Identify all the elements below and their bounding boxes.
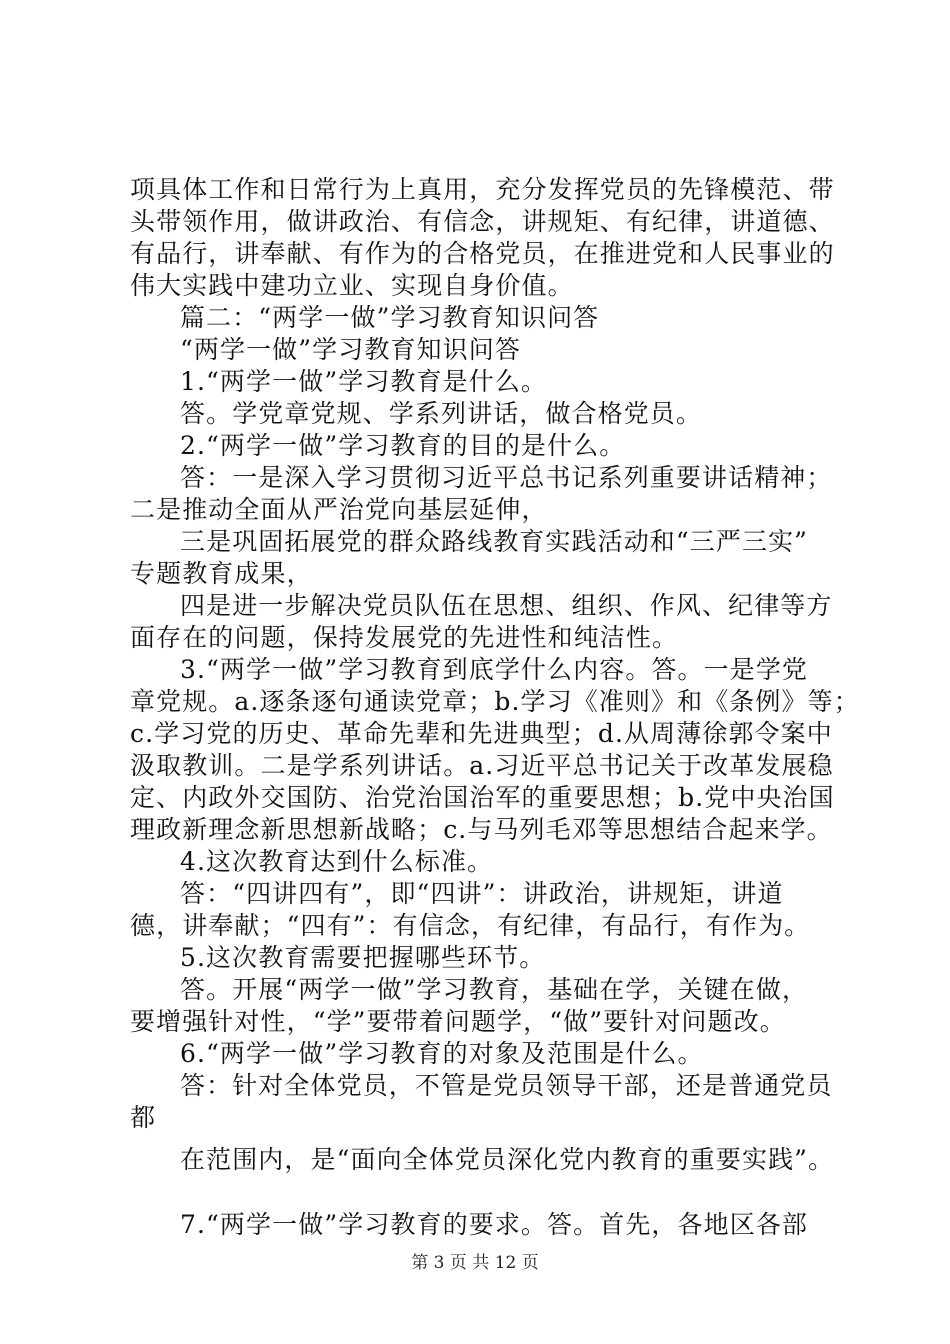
text-line: 理政新理念新思想新战略；c.与马列毛邓等思想结合起来学。 <box>130 815 833 844</box>
text-line: 有品行，讲奉献、有作为的合格党员，在推进党和人民事业的 <box>130 239 835 268</box>
text-line: 四是进一步解决党员队伍在思想、组织、作风、纪律等方 <box>180 591 833 620</box>
text-line: 二是推动全面从严治党向基层延伸， <box>130 495 548 524</box>
answer-5: 答。开展“两学一做”学习教育，基础在学，关键在做， <box>180 975 809 1004</box>
text-line: 三是巩固拓展党的群众路线教育实践活动和“三严三实” <box>180 527 809 556</box>
text-line: 汲取教训。二是学系列讲话。a.习近平总书记关于改革发展稳 <box>130 751 834 780</box>
text-line: 头带领作用，做讲政治、有信念，讲规矩、有纪律，讲道德、 <box>130 207 835 236</box>
answer-2: 答：一是深入学习贯彻习近平总书记系列重要讲话精神； <box>180 463 833 492</box>
section-heading: 篇二：“两学一做”学习教育知识问答 <box>180 303 600 332</box>
section-subheading: “两学一做”学习教育知识问答 <box>180 335 521 364</box>
text-line: 面存在的问题，保持发展党的先进性和纯洁性。 <box>130 623 679 652</box>
text-line: 伟大实践中建功立业、实现自身价值。 <box>130 271 574 300</box>
answer-4: 答：“四讲四有”，即“四讲”：讲政治，讲规矩，讲道 <box>180 879 784 908</box>
text-line: 专题教育成果， <box>130 559 313 588</box>
question-1: 1.“两学一做”学习教育是什么。 <box>180 367 548 396</box>
answer-6: 答：针对全体党员，不管是党员领导干部，还是普通党员 <box>180 1071 833 1100</box>
page-footer: 第 3 页 共 12 页 <box>411 1253 539 1273</box>
question-5: 5.这次教育需要把握哪些环节。 <box>180 943 546 972</box>
question-2: 2.“两学一做”学习教育的目的是什么。 <box>180 431 626 460</box>
text-line: c.学习党的历史、革命先辈和先进典型；d.从周薄徐郭令案中 <box>130 719 833 748</box>
question-7: 7.“两学一做”学习教育的要求。答。首先，各地区各部 <box>180 1210 809 1239</box>
text-line: 定、内政外交国防、治党治国治军的重要思想；b.党中央治国 <box>130 783 835 812</box>
question-4: 4.这次教育达到什么标准。 <box>180 847 494 876</box>
text-line: 要增强针对性，“学”要带着问题学，“做”要针对问题改。 <box>130 1007 786 1036</box>
text-line: 章党规。a.逐条逐句通读党章；b.学习《准则》和《条例》等； <box>130 687 860 716</box>
question-3: 3.“两学一做”学习教育到底学什么内容。答。一是学党 <box>180 655 809 684</box>
text-line: 项具体工作和日常行为上真用，充分发挥党员的先锋模范、带 <box>130 175 835 204</box>
answer-1: 答。学党章党规、学系列讲话，做合格党员。 <box>180 399 703 428</box>
text-line: 德，讲奉献；“四有”：有信念，有纪律，有品行，有作为。 <box>130 911 811 940</box>
text-line: 都 <box>130 1103 157 1132</box>
question-6: 6.“两学一做”学习教育的对象及范围是什么。 <box>180 1039 704 1068</box>
text-line: 在范围内，是“面向全体党员深化党内教育的重要实践”。 <box>180 1145 835 1174</box>
